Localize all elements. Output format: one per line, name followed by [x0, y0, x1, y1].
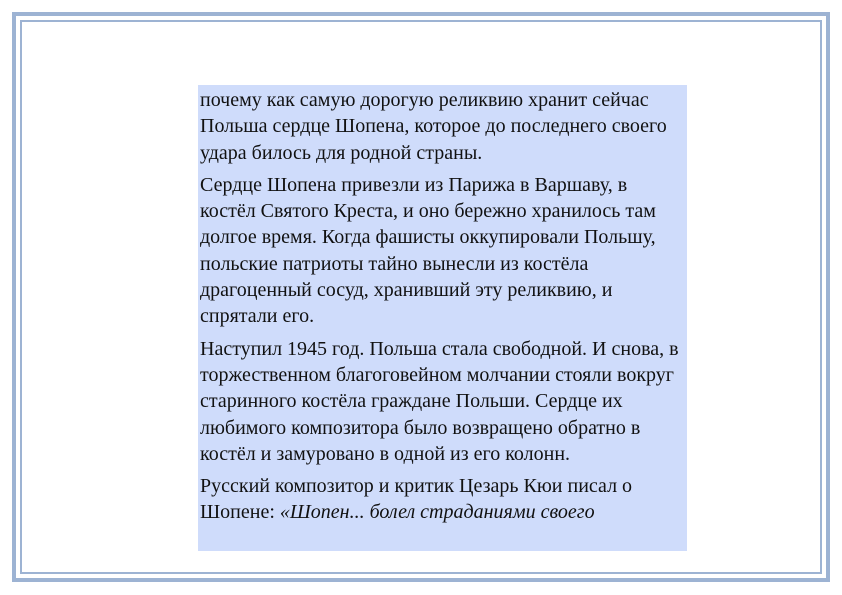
paragraph-4-text: Русский композитор и критик Цезарь Кюи писал о Шопене: — [200, 475, 633, 524]
paragraph-3: Наступил 1945 год. Польша стала свободной. И снова, в торжественном благоговейном молчании стояли вокруг старинного костёла граждане Польши. Сердце их любимого композитора было возвращено обратно в костёл и замуровано в одной из его колонн. — [200, 337, 679, 465]
paragraph-4 — [200, 473, 683, 526]
paragraph-1: почему как самую дорогую реликвию хранит сейчас Польша сердце Шопена, которое до последнего своего удара билось для родной страны. — [200, 89, 667, 164]
quote-text: «Шопен... болел страданиями своего — [279, 501, 595, 524]
text-block — [198, 85, 687, 551]
paragraph-2: Сердце Шопена привезли из Парижа в Варшаву, в костёл Святого Креста, и оно бережно хранилось там долгое время. Когда фашисты оккупировали Польшу, польские патриоты тайно вынесли из костёла драгоценный сосуд, хранивший эту реликвию, и спрятали его. — [200, 173, 656, 328]
